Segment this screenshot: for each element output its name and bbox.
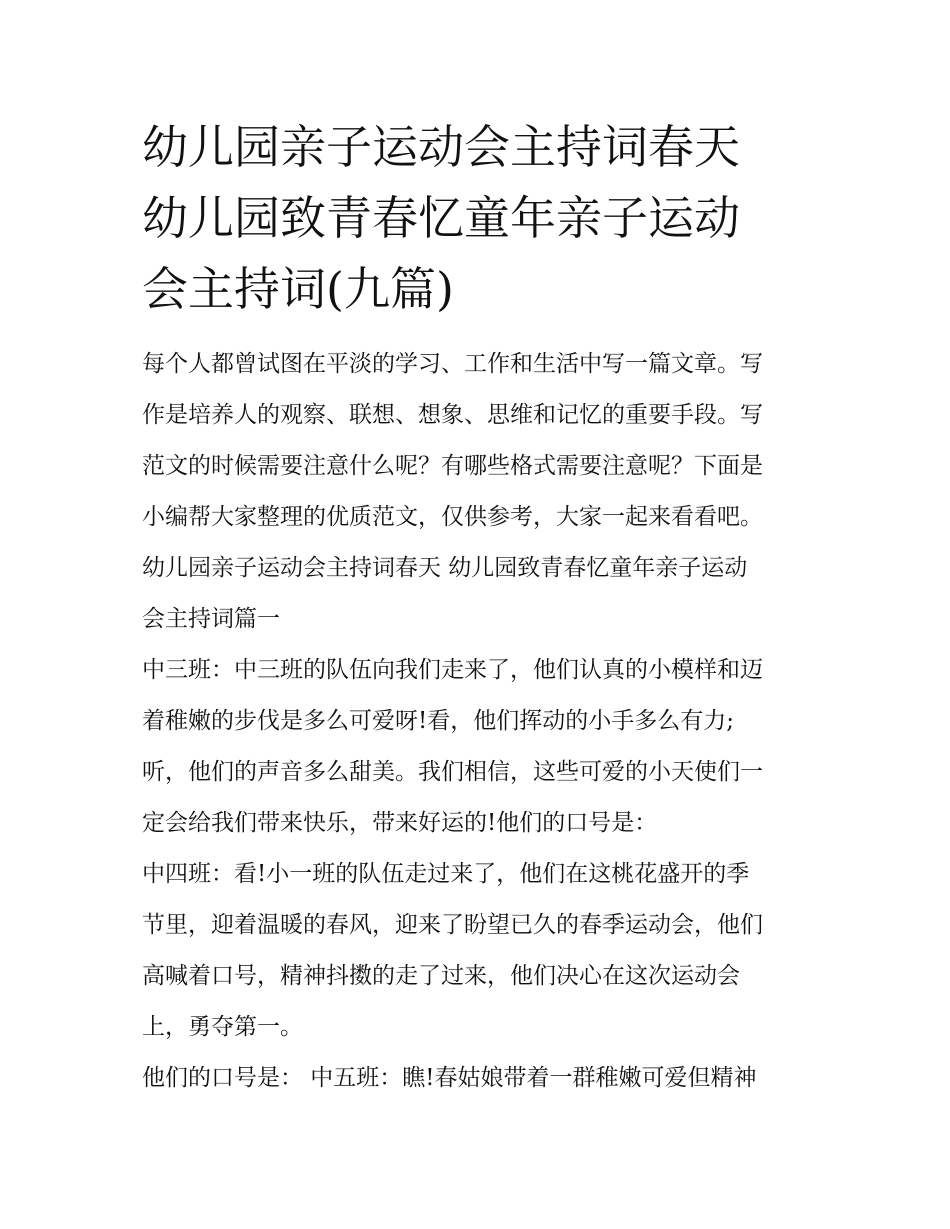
text-line: 高喊着口号，精神抖擞的走了过来，他们决心在这次运动会 (142, 963, 740, 989)
body-paragraph (142, 849, 818, 1053)
body-paragraph (142, 1053, 818, 1104)
text-line: 中四班：看!小一班的队伍走过来了，他们在这桃花盛开的季 (142, 861, 750, 887)
title-line: 会主持词(九篇) (142, 262, 454, 316)
text-line: 他们的口号是： 中五班：瞧!春姑娘带着一群稚嫩可爱但精神 (142, 1065, 757, 1091)
text-line: 幼儿园亲子运动会主持词春天 幼儿园致青春忆童年亲子运动 (142, 555, 748, 581)
text-line: 会主持词篇一 (142, 606, 280, 632)
document-body (142, 339, 818, 1104)
text-line: 节里，迎着温暖的春风，迎来了盼望已久的春季运动会，他们 (142, 912, 763, 938)
body-paragraph (142, 645, 818, 849)
document-content (142, 112, 818, 1104)
text-line: 小编帮大家整理的优质范文，仅供参考，大家一起来看看吧。 (142, 504, 763, 530)
title-line: 幼儿园亲子运动会主持词春天 (142, 120, 740, 174)
text-line: 范文的时候需要注意什么呢？有哪些格式需要注意呢？下面是 (142, 453, 763, 479)
text-line: 着稚嫩的步伐是多么可爱呀!看，他们挥动的小手多么有力; (142, 708, 734, 734)
text-line: 作是培养人的观察、联想、想象、思维和记忆的重要手段。写 (142, 402, 763, 428)
text-line: 定会给我们带来快乐，带来好运的!他们的口号是： (142, 810, 658, 836)
text-line: 听，他们的声音多么甜美。我们相信，这些可爱的小天使们一 (142, 759, 763, 785)
intro-paragraph (142, 339, 818, 543)
text-line: 每个人都曾试图在平淡的学习、工作和生活中写一篇文章。写 (142, 351, 763, 377)
title-line: 幼儿园致青春忆童年亲子运动 (142, 191, 740, 245)
section-heading (142, 543, 818, 645)
text-line: 中三班：中三班的队伍向我们走来了，他们认真的小模样和迈 (142, 657, 763, 683)
text-line: 上，勇夺第一。 (142, 1014, 303, 1040)
document-title (142, 112, 818, 325)
